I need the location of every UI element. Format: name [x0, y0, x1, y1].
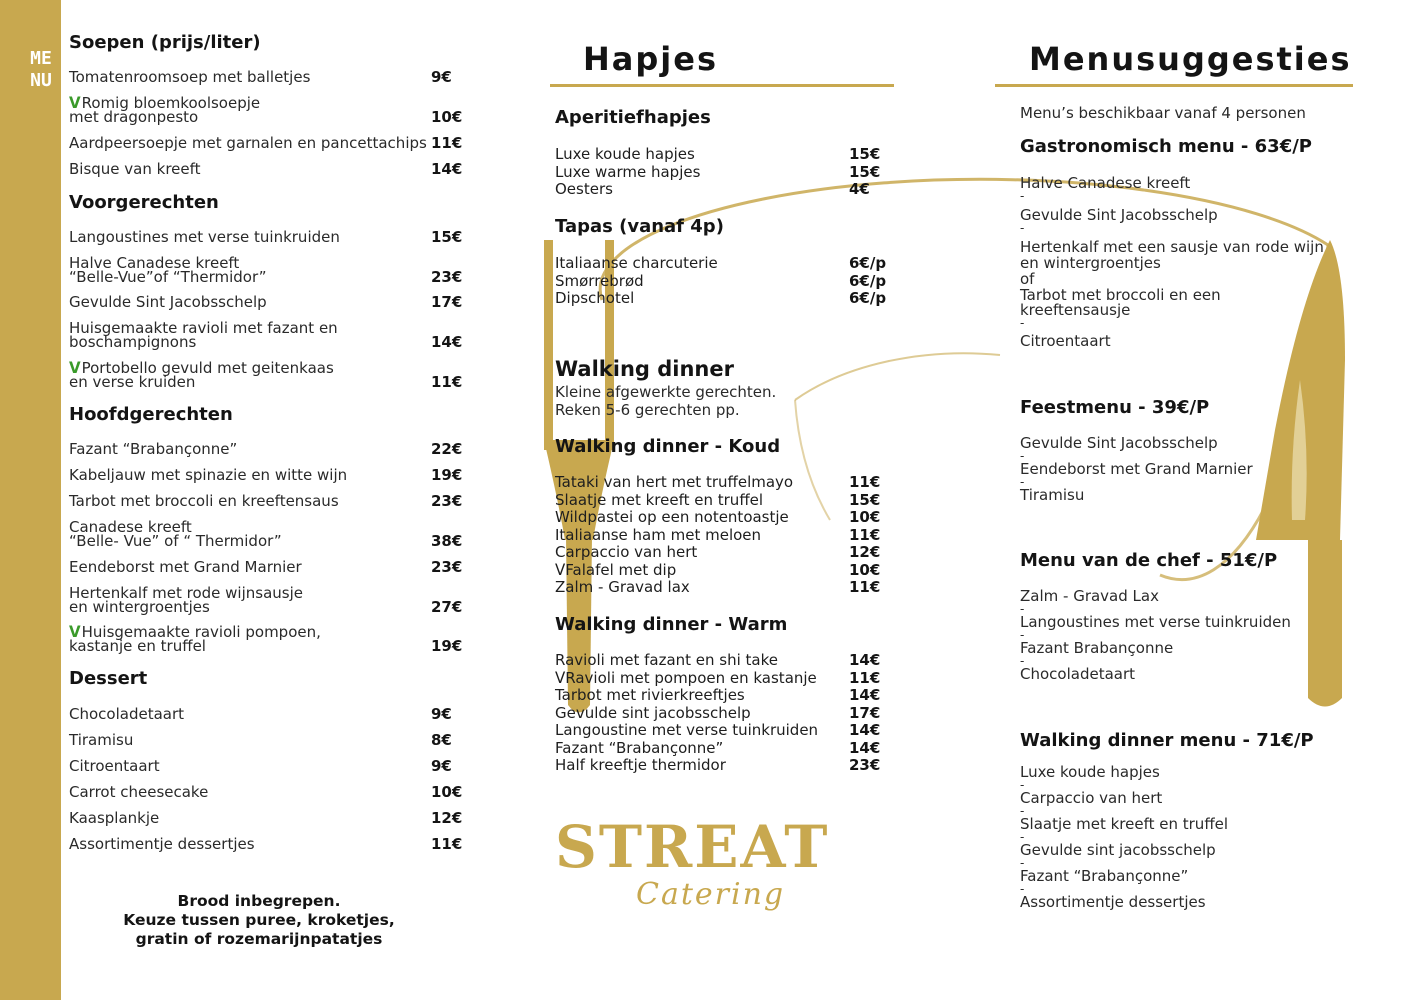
menu-course: Luxe koude hapjes [1020, 763, 1160, 781]
menu-item: Tataki van hert met truffelmayo 11€ [555, 473, 881, 491]
course-separator: - [1020, 221, 1025, 235]
aperitief-list [555, 146, 895, 199]
menu-course: Hertenkalf met een sausje van rode wijn [1020, 238, 1324, 256]
menu-item: Oesters 4€ [555, 180, 870, 198]
menu-course: Gevulde Sint Jacobsschelp [1020, 206, 1218, 224]
menu-course: Carpaccio van hert [1020, 789, 1163, 807]
menu-course: Zalm - Gravad Lax [1020, 587, 1159, 605]
leaf-icon: ᐯ [69, 359, 81, 377]
section-title-dessert: Dessert [69, 668, 148, 689]
leaf-icon: ᐯ [555, 560, 566, 579]
course-separator: - [1020, 778, 1025, 792]
menu-item: Half kreeftje thermidor 23€ [555, 756, 881, 774]
menu-availability-note: Menu’s beschikbaar vanaf 4 personen [1020, 104, 1306, 122]
course-separator: - [1020, 316, 1025, 330]
knife-icon [1256, 240, 1345, 707]
course-separator: - [1020, 189, 1025, 203]
heading-menusuggesties: Menusuggesties [1029, 40, 1352, 78]
menu-course: Tarbot met broccoli en een [1020, 286, 1221, 304]
walking-dinner-desc: Kleine afgewerkte gerechten. [555, 383, 777, 401]
course-separator: - [1020, 882, 1025, 896]
course-separator: - [1020, 602, 1025, 616]
menu-title-chef: Menu van de chef - 51€/P [1020, 550, 1278, 571]
heading-hapjes: Hapjes [583, 40, 718, 78]
section-title-voorgerechten: Voorgerechten [69, 192, 219, 213]
menu-item: Italiaanse charcuterie 6€/p [555, 254, 887, 272]
menu-item: Wildpastei op een notentoastje 10€ [555, 508, 881, 526]
menu-item: Zalm - Gravad lax 11€ [555, 578, 881, 596]
heading-rule-menusuggesties [995, 84, 1353, 87]
menu-course: Assortimentje dessertjes [1020, 893, 1206, 911]
leaf-icon: ᐯ [69, 623, 81, 641]
menu-item: ᐯRavioli met pompoen en kastanje 11€ [555, 668, 881, 687]
leaf-icon: ᐯ [555, 668, 566, 687]
walking-dinner-title: Walking dinner [555, 357, 734, 381]
menu-item: ᐯFalafel met dip 10€ [555, 560, 881, 579]
menu-item: Gevulde sint jacobsschelp 17€ [555, 703, 881, 722]
menu-title-gastronomisch: Gastronomisch menu - 63€/P [1020, 136, 1312, 157]
course-separator: - [1020, 475, 1025, 489]
section-title-tapas: Tapas (vanaf 4p) [555, 216, 724, 237]
section-title-aperitief: Aperitiefhapjes [555, 107, 711, 128]
menu-course: Gevulde Sint Jacobsschelp [1020, 434, 1218, 452]
menu-item: Smørrebrød 6€/p [555, 271, 887, 290]
menu-item: Dipschotel 6€/p [555, 289, 887, 307]
menu-title-feestmenu: Feestmenu - 39€/P [1020, 397, 1210, 418]
menu-item: Slaatje met kreeft en truffel 15€ [555, 490, 881, 509]
menu-course: Slaatje met kreeft en truffel [1020, 815, 1229, 833]
menu-course: Chocoladetaart [1020, 665, 1136, 683]
menu-course: Tiramisu [1020, 486, 1085, 504]
menu-item: Luxe warme hapjes 15€ [555, 162, 881, 181]
catering-logo: Catering [636, 877, 786, 912]
sidebar-menu-label: MENU [30, 48, 52, 91]
course-separator: - [1020, 654, 1025, 668]
menu-item: Tarbot met rivierkreeftjes 14€ [555, 686, 881, 704]
menu-course: Langoustines met verse tuinkruiden [1020, 613, 1291, 631]
menu-title-walking-dinner: Walking dinner menu - 71€/P [1020, 730, 1314, 751]
section-title-koud: Walking dinner - Koud [555, 436, 781, 457]
leaf-icon: ᐯ [69, 94, 81, 112]
menu-course: Fazant Brabançonne [1020, 639, 1174, 657]
menu-course: Citroentaart [1020, 332, 1111, 350]
walking-dinner-desc: Reken 5-6 gerechten pp. [555, 401, 740, 419]
menu-item: Fazant “Brabançonne” 14€ [555, 738, 881, 757]
course-separator: - [1020, 830, 1025, 844]
section-title-hoofdgerechten: Hoofdgerechten [69, 404, 233, 425]
menu-item: Carpaccio van hert 12€ [555, 543, 881, 561]
menu-course: Fazant “Brabançonne” [1020, 867, 1189, 885]
koud-list [555, 474, 895, 597]
menu-course: Halve Canadese kreeft [1020, 174, 1191, 192]
menu-course: Gevulde sint jacobsschelp [1020, 841, 1216, 859]
menu-item: Ravioli met fazant en shi take 14€ [555, 651, 881, 669]
course-separator: - [1020, 856, 1025, 870]
section-title-soepen: Soepen (prijs/liter) [69, 32, 261, 53]
bread-footnote: Brood inbegrepen. Keuze tussen puree, kroketjes, gratin of rozemarijnpatatjes [123, 892, 395, 948]
course-separator: - [1020, 804, 1025, 818]
streat-logo: STREAT [555, 813, 830, 881]
menu-item: Langoustine met verse tuinkruiden 14€ [555, 721, 881, 739]
warm-list [555, 652, 895, 775]
course-separator: - [1020, 628, 1025, 642]
menu-course: en wintergroentjes [1020, 254, 1161, 272]
menu-item: Italiaanse ham met meloen 11€ [555, 525, 881, 544]
tapas-list [555, 255, 895, 308]
menu-course: Eendeborst met Grand Marnier [1020, 460, 1253, 478]
menu-course: of [1020, 270, 1035, 288]
menu-item: Luxe koude hapjes 15€ [555, 145, 881, 163]
course-separator: - [1020, 449, 1025, 463]
menu-course: kreeftensausje [1020, 301, 1131, 319]
section-title-warm: Walking dinner - Warm [555, 614, 788, 635]
heading-rule-hapjes [550, 84, 894, 87]
